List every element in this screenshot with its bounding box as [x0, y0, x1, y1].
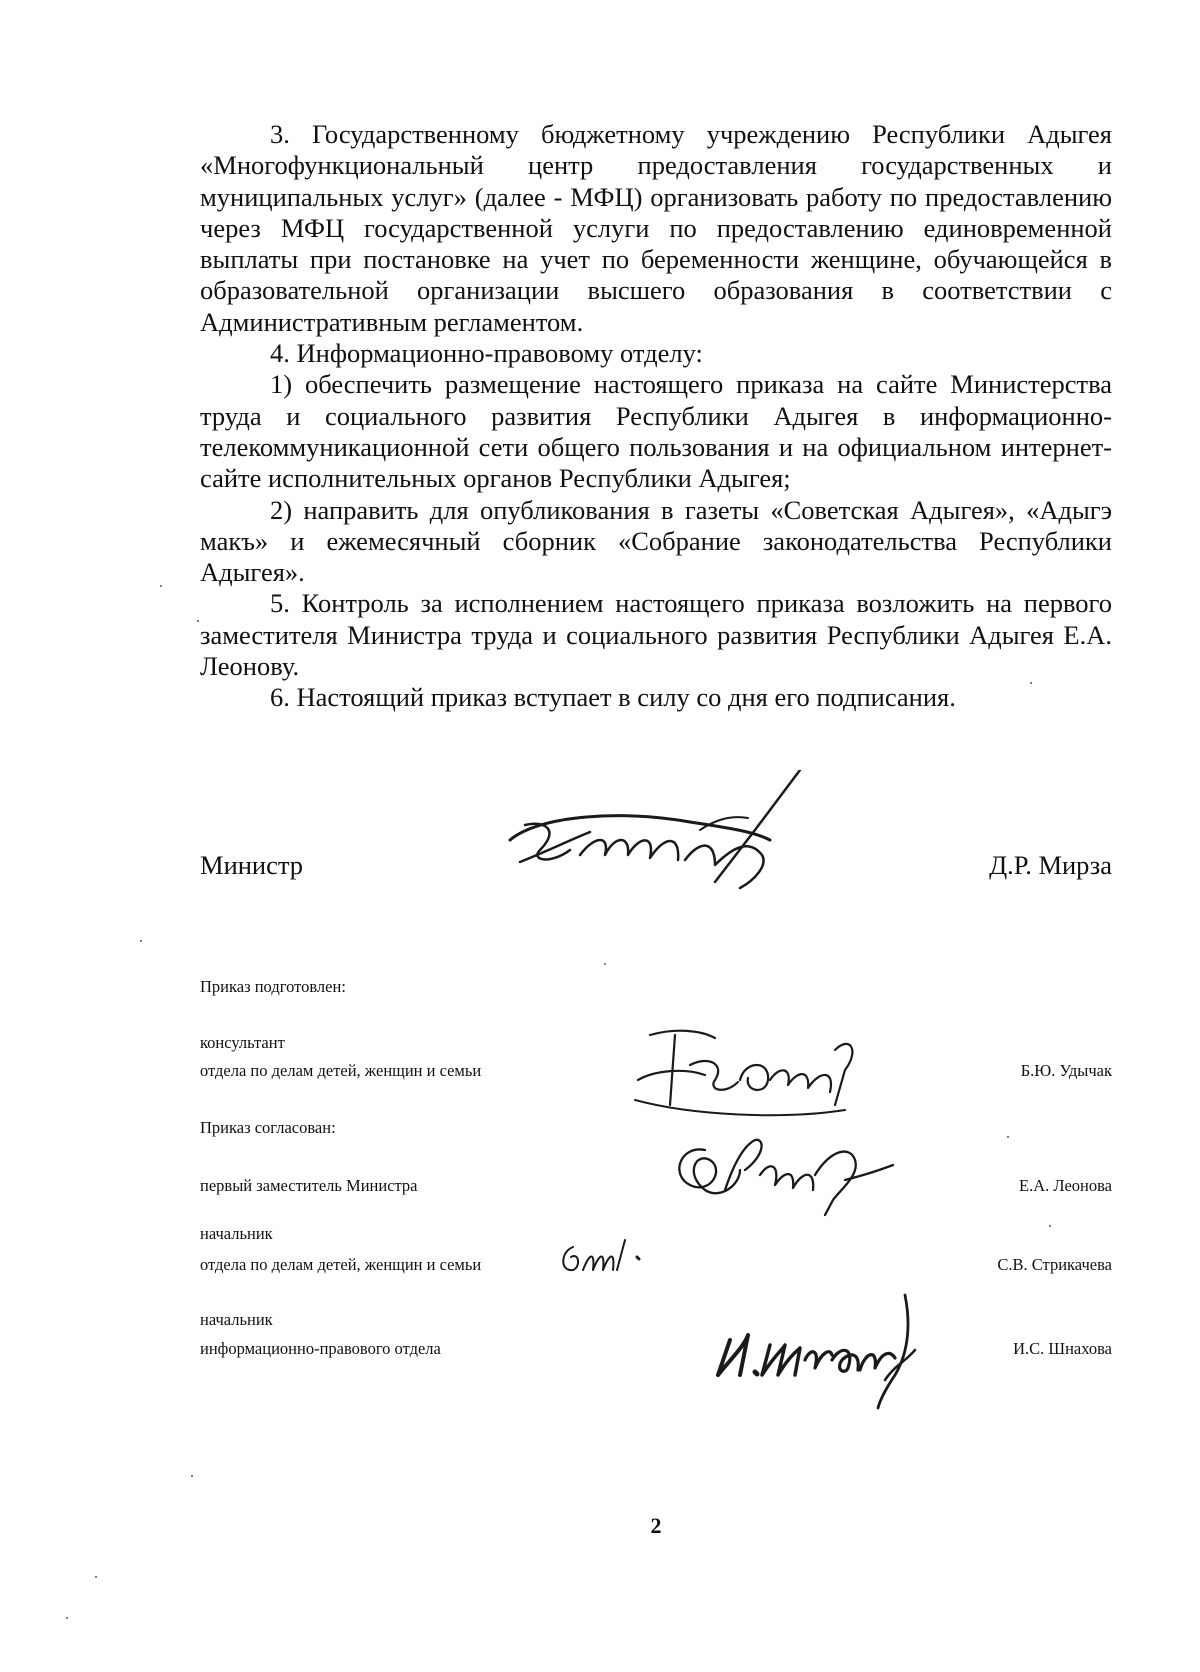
- leonova-signature: [665, 1130, 905, 1220]
- scan-speck: [191, 1475, 193, 1477]
- scan-speck: [1007, 1136, 1009, 1138]
- scan-speck: [1030, 682, 1032, 684]
- scan-speck: [95, 1576, 97, 1578]
- paragraph-4-1: 1) обеспечить размещение настоящего приказа на сайте Министерства труда и социального развития Республики Адыгея в информационно-телекоммуникационной сети общего пользования и на официальном интернет-сайте исполнительных органов Республики Адыгея;: [200, 369, 1112, 494]
- minister-title: Министр: [200, 850, 304, 880]
- prepared-heading: Приказ подготовлен:: [200, 977, 346, 996]
- paragraph-5: 5. Контроль за исполнением настоящего приказа возложить на первого заместителя Министра труда и социального развития Республики Адыгея Е.А. Леонову.: [200, 588, 1112, 682]
- strikacheva-signature: [555, 1232, 655, 1282]
- agreed-heading: Приказ согласован:: [200, 1118, 336, 1137]
- scan-speck: [140, 940, 142, 942]
- paragraph-4-2: 2) направить для опубликования в газеты «Советская Адыгея», «Адыгэ макъ» и ежемесячный сборник «Собрание законодательства Республики Адыгея».: [200, 494, 1112, 588]
- scan-speck: [1049, 1225, 1051, 1227]
- scan-speck: [604, 963, 606, 965]
- minister-signature: [500, 770, 820, 910]
- paragraph-6: 6. Настоящий приказ вступает в силу со дня его подписания.: [270, 682, 956, 713]
- prepared-position-line1: консультант: [200, 1033, 285, 1052]
- agreed-name-strikacheva: С.В. Стрикачева: [997, 1255, 1112, 1274]
- udychak-signature: [630, 1020, 880, 1125]
- agreed-position-strikacheva-line1: начальник: [200, 1224, 273, 1243]
- scan-speck: [66, 1617, 68, 1619]
- minister-name: Д.Р. Мирза: [989, 850, 1112, 880]
- prepared-name: Б.Ю. Удычак: [1020, 1061, 1112, 1080]
- page-number: 2: [650, 1513, 662, 1538]
- scan-speck: [160, 585, 162, 587]
- agreed-position-leonova: первый заместитель Министра: [200, 1176, 418, 1195]
- agreed-name-shnakhova: И.С. Шнахова: [1013, 1339, 1112, 1358]
- agreed-position-strikacheva-line2: отдела по делам детей, женщин и семьи: [200, 1255, 482, 1274]
- agreed-position-shnakhova-line1: начальник: [200, 1310, 273, 1329]
- paragraph-3: 3. Государственному бюджетному учреждению Республики Адыгея «Многофункциональный центр предоставления государственных и муниципальных услуг» (далее - МФЦ) организовать работу по предоставлению через МФЦ государственной услуги по предоставлению единовременной выплаты при постановке на учет по беременности женщине, обучающейся в образовательной организации высшего образования в соответствии с Административным регламентом.: [200, 119, 1112, 337]
- shnakhova-signature: [710, 1280, 980, 1410]
- prepared-position-line2: отдела по делам детей, женщин и семьи: [200, 1061, 482, 1080]
- agreed-position-shnakhova-line2: информационно-правового отдела: [200, 1339, 441, 1358]
- agreed-name-leonova: Е.А. Леонова: [1019, 1176, 1112, 1195]
- scan-speck: [197, 620, 199, 622]
- order-body: [200, 119, 1112, 714]
- paragraph-4: 4. Информационно-правовому отделу:: [270, 338, 703, 369]
